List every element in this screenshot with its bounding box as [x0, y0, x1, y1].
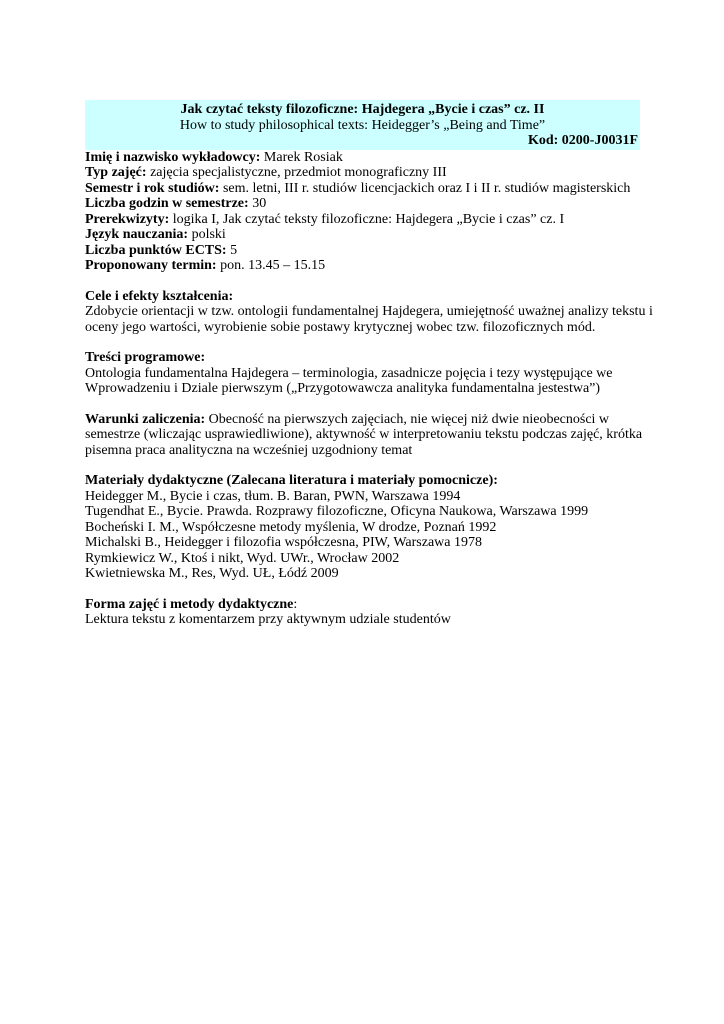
- field-value: logika I, Jak czytać teksty filozoficzne: Hajdegera „Bycie i czas” cz. I: [169, 211, 565, 227]
- bibliography-item: Tugendhat E., Bycie. Prawda. Rozprawy filozoficzne, Oficyna Naukowa, Warszawa 1999: [85, 504, 589, 519]
- section-goals: [85, 288, 653, 336]
- heading-suffix: :: [293, 596, 298, 612]
- field-value: polski: [188, 227, 226, 242]
- course-info-fields: [85, 150, 641, 274]
- field-value: pon. 13.45 – 15.15: [216, 258, 326, 273]
- field-label: Liczba punktów ECTS:: [85, 242, 227, 258]
- course-title-en: How to study philosophical texts: Heidegger’s „Being and Time”: [179, 117, 546, 133]
- field-label: Typ zajęć:: [85, 165, 147, 180]
- paragraph-line: semestrze (wliczając usprawiedliwione), aktywność w interpretowaniu tekstu podczas zajęć, krótka: [85, 427, 643, 442]
- field-label: Proponowany termin:: [85, 258, 217, 273]
- field-ects: [85, 243, 641, 259]
- field-label: Język nauczania:: [85, 227, 189, 242]
- field-semester: [85, 181, 641, 197]
- bibliography-item: Rymkiewicz W., Ktoś i nikt, Wyd. UWr., Wrocław 2002: [85, 550, 400, 566]
- section-heading: Forma zajęć i metody dydaktyczne: [85, 596, 294, 612]
- field-label: Liczba godzin w semestrze:: [85, 196, 249, 211]
- course-header: [85, 100, 640, 150]
- bibliography-item: Michalski B., Heidegger i filozofia współczesna, PIW, Warszawa 1978: [85, 535, 482, 550]
- field-label: Prerekwizyty:: [85, 211, 170, 227]
- field-hours: [85, 196, 641, 212]
- section-heading: Warunki zaliczenia:: [85, 411, 206, 427]
- section-heading: Cele i efekty kształcenia:: [85, 288, 234, 304]
- paragraph-line: Lektura tekstu z komentarzem przy aktywnym udziale studentów: [85, 612, 451, 627]
- field-prerequisites: [85, 212, 641, 228]
- paragraph-line: oceny jego wartości, wyrobienie sobie postawy krytycznej wobec tzw. filozoficznych mód.: [85, 319, 596, 335]
- course-title-pl: Jak czytać teksty filozoficzne: Hajdegera „Bycie i czas” cz. II: [180, 102, 545, 117]
- field-value: sem. letni, III r. studiów licencjackich oraz I i II r. studiów magisterskich: [219, 180, 631, 196]
- field-label: Imię i nazwisko wykładowcy:: [85, 149, 261, 165]
- course-code: Kod: 0200-J0031F: [527, 133, 638, 148]
- field-value: 5: [226, 242, 238, 258]
- field-language: [85, 227, 641, 243]
- field-lecturer: [85, 150, 641, 166]
- section-heading: Materiały dydaktyczne (Zalecana literatura i materiały pomocnicze):: [85, 473, 498, 488]
- bibliography-item: Heidegger M., Bycie i czas, tłum. B. Baran, PWN, Warszawa 1994: [85, 488, 461, 504]
- field-schedule: [85, 258, 641, 274]
- section-heading: Treści programowe:: [85, 350, 206, 365]
- paragraph-line: Wprowadzeniu i Dziale pierwszym („Przygotowawcza analityka fundamentalna jestestwa”): [85, 381, 601, 396]
- bibliography-item: Bocheński I. M., Współczesne metody myślenia, W drodze, Poznań 1992: [85, 519, 497, 535]
- paragraph-line: Ontologia fundamentalna Hajdegera – terminologia, zasadnicze pojęcia i tezy występujące we: [85, 365, 613, 381]
- section-content: [85, 350, 641, 397]
- paragraph-line: pisemna praca analityczna na wcześniej uzgodniony temat: [85, 442, 413, 458]
- paragraph-text: Obecność na pierwszych zajęciach, nie więcej niż dwie nieobecności w: [205, 411, 610, 427]
- paragraph-line: Zdobycie orientacji w tzw. ontologii fundamentalnej Hajdegera, umiejętność uważnej analizy tekstu i: [85, 304, 653, 319]
- syllabus-page: [85, 100, 653, 628]
- field-course-type: [85, 165, 641, 181]
- section-methods: [85, 597, 641, 628]
- section-requirements: [85, 412, 641, 459]
- field-value: Marek Rosiak: [260, 149, 343, 165]
- field-value: 30: [248, 196, 267, 211]
- bibliography-item: Kwietniewska M., Res, Wyd. UŁ, Łódź 2009: [85, 566, 339, 581]
- paragraph-line: [85, 412, 641, 428]
- section-materials: [85, 473, 641, 582]
- field-label: Semestr i rok studiów:: [85, 180, 220, 196]
- field-value: zajęcia specjalistyczne, przedmiot monograficzny III: [146, 165, 447, 180]
- section-heading-line: [85, 597, 641, 613]
